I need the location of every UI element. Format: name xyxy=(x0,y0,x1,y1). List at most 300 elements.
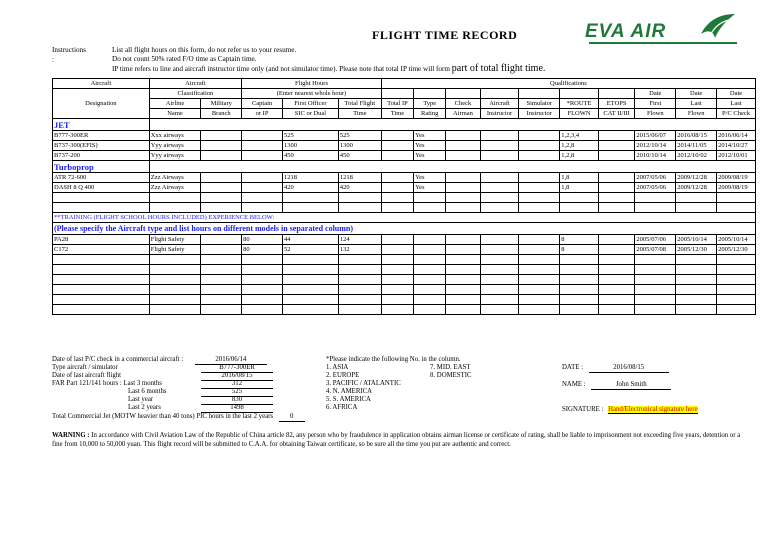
empty-cell[interactable] xyxy=(676,275,717,285)
cell-pc[interactable]: 2005/10/14 xyxy=(717,235,756,245)
type-label: Type aircraft / simulator xyxy=(52,364,118,371)
empty-cell[interactable] xyxy=(242,265,283,275)
hdr-date-last: Date xyxy=(676,89,717,99)
empty-cell[interactable] xyxy=(381,285,413,295)
cell-pc[interactable]: 2016/06/14 xyxy=(717,131,756,141)
group-header-row xyxy=(53,79,756,89)
empty-cell[interactable] xyxy=(560,275,599,285)
cell-first[interactable]: 2007/05/06 xyxy=(635,173,676,183)
instruction-line-3 xyxy=(112,64,545,74)
cell-airline[interactable]: Zzz Airways xyxy=(149,173,201,183)
empty-cell[interactable] xyxy=(446,305,480,315)
empty-cell[interactable] xyxy=(519,193,560,203)
instructions-label: Instructions : xyxy=(52,46,86,64)
empty-cell[interactable] xyxy=(519,275,560,285)
lastyear-label: Last year xyxy=(128,396,154,403)
cell-instructor1[interactable] xyxy=(480,173,519,183)
empty-cell[interactable] xyxy=(635,193,676,203)
hdr-branch: Branch xyxy=(201,109,242,119)
empty-cell[interactable] xyxy=(480,275,519,285)
empty-cell[interactable] xyxy=(414,285,446,295)
cell-captain[interactable]: 80 xyxy=(242,245,283,255)
empty-cell[interactable] xyxy=(598,255,635,265)
empty-cell[interactable] xyxy=(53,203,150,213)
cell-instructor1[interactable] xyxy=(480,183,519,193)
empty-cell[interactable] xyxy=(480,285,519,295)
hdr-instructor-2: Instructor xyxy=(519,109,560,119)
cell-last[interactable]: 2009/12/28 xyxy=(676,173,717,183)
empty-cell[interactable] xyxy=(201,295,242,305)
far-1y-value: 830 xyxy=(201,396,273,405)
empty-cell[interactable] xyxy=(53,295,150,305)
cell-rating[interactable]: Yes xyxy=(414,173,446,183)
cell-airman[interactable] xyxy=(446,245,480,255)
cell-military[interactable] xyxy=(201,173,242,183)
empty-cell[interactable] xyxy=(717,295,756,305)
empty-cell[interactable] xyxy=(414,265,446,275)
cell-designation[interactable]: C172 xyxy=(53,245,150,255)
empty-cell[interactable] xyxy=(676,285,717,295)
empty-cell[interactable] xyxy=(414,255,446,265)
hdr-aircraft-2: Aircraft xyxy=(149,79,241,89)
footer-name xyxy=(562,381,671,390)
cell-airman[interactable] xyxy=(446,235,480,245)
cell-instructor1[interactable] xyxy=(480,245,519,255)
cell-rating[interactable]: Yes xyxy=(414,151,446,161)
empty-cell[interactable] xyxy=(635,265,676,275)
empty-cell[interactable] xyxy=(381,265,413,275)
empty-cell[interactable] xyxy=(53,255,150,265)
cell-first[interactable]: 2010/10/14 xyxy=(635,151,676,161)
cell-total[interactable]: 1218 xyxy=(338,173,381,183)
cell-instructor1[interactable] xyxy=(480,141,519,151)
cell-pc[interactable]: 2009/08/19 xyxy=(717,173,756,183)
empty-cell[interactable] xyxy=(149,295,201,305)
empty-cell[interactable] xyxy=(201,275,242,285)
cell-military[interactable] xyxy=(201,141,242,151)
signature-field[interactable]: Hand/Electronical signature here xyxy=(608,406,698,413)
empty-cell[interactable] xyxy=(149,193,201,203)
cell-airline[interactable]: Zzz Airways xyxy=(149,183,201,193)
cell-ip[interactable] xyxy=(381,131,413,141)
empty-cell[interactable] xyxy=(338,265,381,275)
empty-cell[interactable] xyxy=(242,285,283,295)
empty-cell[interactable] xyxy=(635,305,676,315)
cell-captain[interactable] xyxy=(242,151,283,161)
cell-designation[interactable]: B737-300(EFIS) xyxy=(53,141,150,151)
empty-cell[interactable] xyxy=(53,265,150,275)
cell-rating[interactable]: Yes xyxy=(414,183,446,193)
cell-designation[interactable]: PA28 xyxy=(53,235,150,245)
empty-cell[interactable] xyxy=(242,295,283,305)
empty-cell[interactable] xyxy=(717,255,756,265)
cell-pc[interactable]: 2012/10/01 xyxy=(717,151,756,161)
empty-cell[interactable] xyxy=(598,295,635,305)
cell-first[interactable]: 2015/06/07 xyxy=(635,131,676,141)
cell-captain[interactable] xyxy=(242,183,283,193)
far-3m-value: 312 xyxy=(201,380,273,389)
empty-cell[interactable] xyxy=(560,265,599,275)
empty-cell[interactable] xyxy=(149,285,201,295)
region-item: 7. MID. EAST xyxy=(430,364,471,371)
cell-military[interactable] xyxy=(201,151,242,161)
cell-first[interactable]: 2005/07/08 xyxy=(635,245,676,255)
empty-cell[interactable] xyxy=(282,203,338,213)
hdr-date-first: Date xyxy=(635,89,676,99)
regions-list-a xyxy=(326,364,401,412)
empty-cell[interactable] xyxy=(282,255,338,265)
empty-cell[interactable] xyxy=(282,275,338,285)
cell-fo[interactable]: 525 xyxy=(282,131,338,141)
empty-cell[interactable] xyxy=(676,193,717,203)
cell-fo[interactable]: 44 xyxy=(282,235,338,245)
cell-military[interactable] xyxy=(201,131,242,141)
empty-cell[interactable] xyxy=(149,203,201,213)
empty-cell[interactable] xyxy=(381,275,413,285)
cell-airline[interactable]: Flight Safety xyxy=(149,245,201,255)
empty-cell[interactable] xyxy=(480,193,519,203)
eva-air-bird-logo-icon xyxy=(697,12,737,40)
empty-cell[interactable] xyxy=(282,305,338,315)
cell-captain[interactable]: 80 xyxy=(242,235,283,245)
empty-cell[interactable] xyxy=(338,255,381,265)
empty-cell[interactable] xyxy=(338,203,381,213)
cell-last[interactable]: 2014/11/05 xyxy=(676,141,717,151)
cell-instructor1[interactable] xyxy=(480,235,519,245)
empty-cell[interactable] xyxy=(560,255,599,265)
hdr-designation: Designation xyxy=(53,89,150,119)
empty-cell[interactable] xyxy=(635,285,676,295)
empty-cell[interactable] xyxy=(635,275,676,285)
cell-airman[interactable] xyxy=(446,131,480,141)
cell-designation[interactable]: ATR 72-600 xyxy=(53,173,150,183)
instruction-line-1: List all flight hours on this form, do not refer us to your resume. xyxy=(112,46,297,54)
empty-cell[interactable] xyxy=(519,265,560,275)
cell-route[interactable]: 8 xyxy=(560,245,599,255)
hdr-first-officer: First Officer xyxy=(282,99,338,109)
total-jet-label: Total Commercial Jet (MOTW heavier than 40 tons) PIC hours in the last 2 years xyxy=(52,413,274,420)
empty-cell[interactable] xyxy=(717,193,756,203)
cell-airman[interactable] xyxy=(446,183,480,193)
cell-fo[interactable]: 450 xyxy=(282,151,338,161)
empty-cell[interactable] xyxy=(414,295,446,305)
empty-cell[interactable] xyxy=(149,255,201,265)
cell-airman[interactable] xyxy=(446,151,480,161)
empty-cell[interactable] xyxy=(598,193,635,203)
cell-designation[interactable]: DASH 8 Q 400 xyxy=(53,183,150,193)
empty-cell[interactable] xyxy=(242,305,283,315)
empty-cell[interactable] xyxy=(149,275,201,285)
cell-last[interactable]: 2016/08/15 xyxy=(676,131,717,141)
empty-cell[interactable] xyxy=(676,265,717,275)
cell-ip[interactable] xyxy=(381,173,413,183)
empty-cell[interactable] xyxy=(53,193,150,203)
hdr-rating: Rating xyxy=(414,109,446,119)
flight-record-table xyxy=(52,78,756,315)
empty-cell[interactable] xyxy=(446,203,480,213)
empty-cell[interactable] xyxy=(560,285,599,295)
cell-route[interactable]: 1,2,3,4 xyxy=(560,131,599,141)
hdr-time2: Time xyxy=(381,109,413,119)
empty-cell[interactable] xyxy=(338,305,381,315)
empty-cell[interactable] xyxy=(519,203,560,213)
empty-cell[interactable] xyxy=(242,203,283,213)
empty-row xyxy=(53,275,756,285)
cell-total[interactable]: 450 xyxy=(338,151,381,161)
table-row xyxy=(53,131,756,141)
empty-cell[interactable] xyxy=(446,275,480,285)
empty-cell[interactable] xyxy=(381,203,413,213)
cell-total[interactable]: 525 xyxy=(338,131,381,141)
cell-route[interactable]: 1,8 xyxy=(560,173,599,183)
empty-cell[interactable] xyxy=(282,285,338,295)
empty-row xyxy=(53,285,756,295)
empty-row xyxy=(53,305,756,315)
cell-pc[interactable]: 2014/10/27 xyxy=(717,141,756,151)
empty-cell[interactable] xyxy=(201,285,242,295)
cell-route[interactable]: 1,2,8 xyxy=(560,151,599,161)
cell-route[interactable]: 8 xyxy=(560,235,599,245)
cell-last[interactable]: 2009/12/28 xyxy=(676,183,717,193)
empty-cell[interactable] xyxy=(414,305,446,315)
empty-cell[interactable] xyxy=(598,275,635,285)
empty-cell[interactable] xyxy=(381,193,413,203)
empty-cell[interactable] xyxy=(201,255,242,265)
empty-row xyxy=(53,265,756,275)
cell-pc[interactable]: 2009/08/19 xyxy=(717,183,756,193)
cell-fo[interactable]: 1300 xyxy=(282,141,338,151)
cell-first[interactable]: 2007/05/06 xyxy=(635,183,676,193)
cell-airman[interactable] xyxy=(446,173,480,183)
hdr-enter-whole-hours: (Enter nearest whole hour) xyxy=(242,89,382,99)
hdr-cat: CAT II/III xyxy=(598,109,635,119)
empty-cell[interactable] xyxy=(519,285,560,295)
empty-cell[interactable] xyxy=(598,285,635,295)
warning-label: WARNING : xyxy=(52,432,90,439)
cell-airline[interactable]: Yyy airways xyxy=(149,141,201,151)
cell-designation[interactable]: B777-300ER xyxy=(53,131,150,141)
empty-cell[interactable] xyxy=(201,265,242,275)
hdr-or-ip: or IP xyxy=(242,109,283,119)
empty-cell[interactable] xyxy=(446,285,480,295)
empty-cell[interactable] xyxy=(446,255,480,265)
empty-cell[interactable] xyxy=(635,203,676,213)
cell-etops[interactable] xyxy=(598,245,635,255)
cell-ip[interactable] xyxy=(381,141,413,151)
cell-designation[interactable]: B737-200 xyxy=(53,151,150,161)
empty-cell[interactable] xyxy=(560,305,599,315)
empty-cell[interactable] xyxy=(717,203,756,213)
empty-cell[interactable] xyxy=(519,255,560,265)
empty-cell[interactable] xyxy=(381,295,413,305)
empty-cell[interactable] xyxy=(446,193,480,203)
cell-instructor2[interactable] xyxy=(519,245,560,255)
cell-instructor2[interactable] xyxy=(519,131,560,141)
hdr-airman: Airman xyxy=(446,109,480,119)
cell-fo[interactable]: 1218 xyxy=(282,173,338,183)
hdr-last: Last xyxy=(676,99,717,109)
empty-cell[interactable] xyxy=(338,275,381,285)
cell-last[interactable]: 2012/10/02 xyxy=(676,151,717,161)
empty-cell[interactable] xyxy=(676,295,717,305)
empty-cell[interactable] xyxy=(53,275,150,285)
empty-cell[interactable] xyxy=(414,203,446,213)
last-pc-value: 2016/06/14 xyxy=(195,356,267,365)
cell-ip[interactable] xyxy=(381,183,413,193)
cell-military[interactable] xyxy=(201,245,242,255)
empty-cell[interactable] xyxy=(53,305,150,315)
cell-instructor2[interactable] xyxy=(519,141,560,151)
cell-total[interactable]: 132 xyxy=(338,245,381,255)
empty-cell[interactable] xyxy=(282,295,338,305)
cell-last[interactable]: 2005/10/14 xyxy=(676,235,717,245)
cell-airline[interactable]: Xxx airways xyxy=(149,131,201,141)
hdr-flown-1: Flown xyxy=(635,109,676,119)
empty-cell[interactable] xyxy=(242,255,283,265)
empty-cell[interactable] xyxy=(414,275,446,285)
cell-instructor1[interactable] xyxy=(480,151,519,161)
table-row xyxy=(53,151,756,161)
cell-first[interactable]: 2012/10/14 xyxy=(635,141,676,151)
empty-cell[interactable] xyxy=(717,285,756,295)
cell-rating[interactable] xyxy=(414,235,446,245)
cell-airline[interactable]: Flight Safety xyxy=(149,235,201,245)
hdr-or-dual-text: or Dual xyxy=(306,109,327,117)
cell-etops[interactable] xyxy=(598,235,635,245)
cell-instructor1[interactable] xyxy=(480,131,519,141)
instruction-line-3a: IP time refers to line and aircraft instructor time only (and not simulator time). Please note that total IP time will form xyxy=(112,65,450,73)
empty-cell[interactable] xyxy=(717,265,756,275)
empty-cell[interactable] xyxy=(519,295,560,305)
cell-etops[interactable] xyxy=(598,183,635,193)
empty-cell[interactable] xyxy=(446,265,480,275)
empty-cell[interactable] xyxy=(242,275,283,285)
cell-last[interactable]: 2005/12/30 xyxy=(676,245,717,255)
region-item: 4. N. AMERICA xyxy=(326,388,373,395)
cell-first[interactable]: 2005/07/06 xyxy=(635,235,676,245)
blank-rows-2 xyxy=(53,255,756,315)
cell-etops[interactable] xyxy=(598,151,635,161)
empty-cell[interactable] xyxy=(242,193,283,203)
hdr-name: Name xyxy=(149,109,201,119)
date-value: 2016/08/15 xyxy=(589,364,669,373)
far-6m-value: 525 xyxy=(201,388,273,397)
empty-cell[interactable] xyxy=(381,255,413,265)
cell-route[interactable]: 1,8 xyxy=(560,183,599,193)
empty-cell[interactable] xyxy=(560,193,599,203)
empty-cell[interactable] xyxy=(717,275,756,285)
cell-pc[interactable]: 2005/12/30 xyxy=(717,245,756,255)
name-label: NAME : xyxy=(562,381,586,388)
empty-cell[interactable] xyxy=(282,265,338,275)
empty-cell[interactable] xyxy=(676,305,717,315)
empty-row xyxy=(53,255,756,265)
cell-captain[interactable] xyxy=(242,173,283,183)
cell-airline[interactable]: Yyy airways xyxy=(149,151,201,161)
empty-cell[interactable] xyxy=(480,255,519,265)
cell-instructor2[interactable] xyxy=(519,173,560,183)
hdr-last2: Last xyxy=(717,99,756,109)
empty-cell[interactable] xyxy=(560,295,599,305)
cell-total[interactable]: 124 xyxy=(338,235,381,245)
hdr-date-last2: Date xyxy=(717,89,756,99)
empty-cell[interactable] xyxy=(201,193,242,203)
section-turboprop-row xyxy=(53,161,756,173)
empty-cell[interactable] xyxy=(480,203,519,213)
empty-cell[interactable] xyxy=(149,265,201,275)
cell-etops[interactable] xyxy=(598,141,635,151)
cell-ip[interactable] xyxy=(381,151,413,161)
cell-military[interactable] xyxy=(201,183,242,193)
empty-cell[interactable] xyxy=(676,255,717,265)
cell-captain[interactable] xyxy=(242,131,283,141)
cell-rating[interactable]: Yes xyxy=(414,141,446,151)
hdr-captain: Captain xyxy=(242,99,283,109)
empty-cell[interactable] xyxy=(598,265,635,275)
cell-instructor2[interactable] xyxy=(519,235,560,245)
cell-etops[interactable] xyxy=(598,173,635,183)
cell-instructor2[interactable] xyxy=(519,183,560,193)
cell-fo[interactable]: 52 xyxy=(282,245,338,255)
empty-cell[interactable] xyxy=(480,295,519,305)
empty-cell[interactable] xyxy=(598,305,635,315)
empty-cell[interactable] xyxy=(201,305,242,315)
cell-etops[interactable] xyxy=(598,131,635,141)
cell-military[interactable] xyxy=(201,235,242,245)
empty-cell[interactable] xyxy=(414,193,446,203)
empty-cell[interactable] xyxy=(53,285,150,295)
empty-cell[interactable] xyxy=(560,203,599,213)
cell-rating[interactable]: Yes xyxy=(414,131,446,141)
empty-cell[interactable] xyxy=(717,305,756,315)
cell-route[interactable]: 1,2,8 xyxy=(560,141,599,151)
hdr-sic: SIC xyxy=(294,109,305,117)
cell-airman[interactable] xyxy=(446,141,480,151)
empty-cell[interactable] xyxy=(338,295,381,305)
far-label: FAR Part 121/141 hours : Last 3 months xyxy=(52,380,162,387)
empty-cell[interactable] xyxy=(381,305,413,315)
empty-cell[interactable] xyxy=(338,285,381,295)
cell-total[interactable]: 420 xyxy=(338,183,381,193)
empty-cell[interactable] xyxy=(676,203,717,213)
region-item: 6. AFRICA xyxy=(326,404,358,411)
empty-cell[interactable] xyxy=(446,295,480,305)
hdr-route: *ROUTE xyxy=(560,99,599,109)
hdr-flown-2: Flown xyxy=(676,109,717,119)
cell-instructor2[interactable] xyxy=(519,151,560,161)
empty-cell[interactable] xyxy=(598,203,635,213)
empty-cell[interactable] xyxy=(635,295,676,305)
empty-cell[interactable] xyxy=(282,193,338,203)
hdr-etops: ETOPS xyxy=(598,99,635,109)
cell-rating[interactable] xyxy=(414,245,446,255)
footer-signature xyxy=(562,406,698,414)
empty-cell[interactable] xyxy=(201,203,242,213)
cell-ip[interactable] xyxy=(381,235,413,245)
cell-captain[interactable] xyxy=(242,141,283,151)
empty-row xyxy=(53,193,756,203)
empty-cell[interactable] xyxy=(149,305,201,315)
cell-total[interactable]: 1300 xyxy=(338,141,381,151)
empty-cell[interactable] xyxy=(480,305,519,315)
cell-fo[interactable]: 420 xyxy=(282,183,338,193)
empty-cell[interactable] xyxy=(480,265,519,275)
cell-ip[interactable] xyxy=(381,245,413,255)
empty-cell[interactable] xyxy=(635,255,676,265)
empty-cell[interactable] xyxy=(338,193,381,203)
empty-cell[interactable] xyxy=(519,305,560,315)
sub-header-row-1 xyxy=(53,89,756,99)
